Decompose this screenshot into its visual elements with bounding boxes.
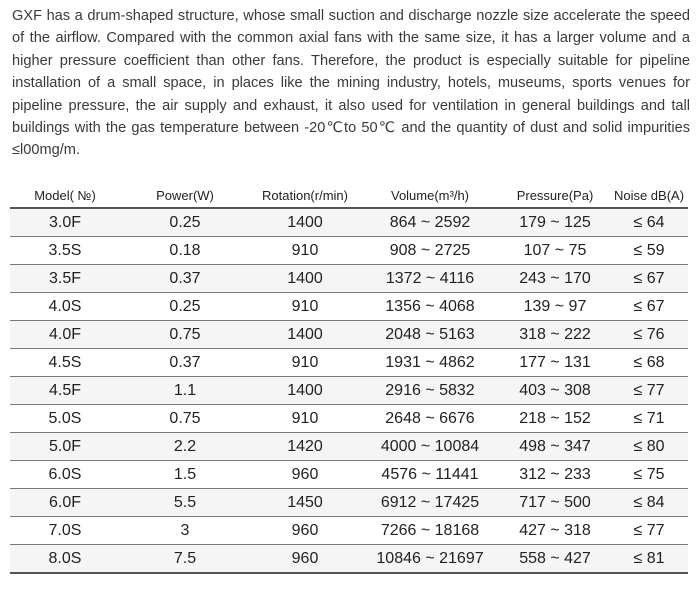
cell-noise: ≤ 77 — [610, 377, 688, 405]
cell-volume: 1356 ~ 4068 — [360, 293, 500, 321]
cell-power: 5.5 — [120, 489, 250, 517]
cell-noise: ≤ 81 — [610, 545, 688, 574]
cell-rotation: 960 — [250, 545, 360, 574]
header-volume: Volume(m³/h) — [360, 183, 500, 208]
cell-power: 0.18 — [120, 237, 250, 265]
cell-rotation: 1420 — [250, 433, 360, 461]
table-row — [10, 321, 688, 349]
table-row — [10, 208, 688, 237]
cell-model: 7.0S — [10, 517, 120, 545]
cell-volume: 6912 ~ 17425 — [360, 489, 500, 517]
cell-volume: 10846 ~ 21697 — [360, 545, 500, 574]
cell-power: 1.1 — [120, 377, 250, 405]
cell-pressure: 179 ~ 125 — [500, 208, 610, 237]
cell-volume: 2648 ~ 6676 — [360, 405, 500, 433]
cell-power: 2.2 — [120, 433, 250, 461]
header-rotation: Rotation(r/min) — [250, 183, 360, 208]
cell-noise: ≤ 71 — [610, 405, 688, 433]
cell-power: 0.25 — [120, 293, 250, 321]
specifications-table — [10, 183, 688, 574]
table-row — [10, 349, 688, 377]
header-pressure: Pressure(Pa) — [500, 183, 610, 208]
cell-model: 3.0F — [10, 208, 120, 237]
cell-model: 4.5S — [10, 349, 120, 377]
cell-power: 0.37 — [120, 265, 250, 293]
cell-noise: ≤ 68 — [610, 349, 688, 377]
cell-pressure: 717 ~ 500 — [500, 489, 610, 517]
cell-noise: ≤ 80 — [610, 433, 688, 461]
table-row — [10, 517, 688, 545]
cell-volume: 2048 ~ 5163 — [360, 321, 500, 349]
cell-volume: 4000 ~ 10084 — [360, 433, 500, 461]
cell-pressure: 558 ~ 427 — [500, 545, 610, 574]
cell-pressure: 218 ~ 152 — [500, 405, 610, 433]
cell-volume: 4576 ~ 11441 — [360, 461, 500, 489]
cell-rotation: 1400 — [250, 321, 360, 349]
table-row — [10, 237, 688, 265]
cell-pressure: 318 ~ 222 — [500, 321, 610, 349]
cell-pressure: 243 ~ 170 — [500, 265, 610, 293]
header-row — [10, 183, 688, 208]
cell-volume: 7266 ~ 18168 — [360, 517, 500, 545]
cell-power: 3 — [120, 517, 250, 545]
table-row — [10, 433, 688, 461]
cell-rotation: 910 — [250, 237, 360, 265]
table-row — [10, 265, 688, 293]
cell-pressure: 498 ~ 347 — [500, 433, 610, 461]
cell-rotation: 1450 — [250, 489, 360, 517]
cell-rotation: 1400 — [250, 208, 360, 237]
cell-noise: ≤ 76 — [610, 321, 688, 349]
cell-model: 8.0S — [10, 545, 120, 574]
cell-model: 5.0S — [10, 405, 120, 433]
cell-rotation: 910 — [250, 405, 360, 433]
table-row — [10, 293, 688, 321]
cell-power: 0.75 — [120, 321, 250, 349]
cell-rotation: 1400 — [250, 265, 360, 293]
cell-pressure: 139 ~ 97 — [500, 293, 610, 321]
cell-noise: ≤ 59 — [610, 237, 688, 265]
cell-noise: ≤ 84 — [610, 489, 688, 517]
cell-volume: 864 ~ 2592 — [360, 208, 500, 237]
cell-pressure: 427 ~ 318 — [500, 517, 610, 545]
cell-noise: ≤ 64 — [610, 208, 688, 237]
cell-noise: ≤ 75 — [610, 461, 688, 489]
cell-model: 5.0F — [10, 433, 120, 461]
cell-rotation: 910 — [250, 293, 360, 321]
table-row — [10, 545, 688, 574]
cell-noise: ≤ 67 — [610, 293, 688, 321]
cell-volume: 2916 ~ 5832 — [360, 377, 500, 405]
cell-rotation: 910 — [250, 349, 360, 377]
table-body — [10, 208, 688, 573]
cell-power: 1.5 — [120, 461, 250, 489]
cell-rotation: 960 — [250, 517, 360, 545]
cell-pressure: 312 ~ 233 — [500, 461, 610, 489]
cell-model: 4.5F — [10, 377, 120, 405]
cell-model: 3.5F — [10, 265, 120, 293]
header-model: Model( №) — [10, 183, 120, 208]
cell-model: 4.0S — [10, 293, 120, 321]
cell-pressure: 107 ~ 75 — [500, 237, 610, 265]
cell-rotation: 960 — [250, 461, 360, 489]
header-noise: Noise dB(A) — [610, 183, 688, 208]
product-description: GXF has a drum-shaped structure, whose small suction and discharge nozzle size accelerate the speed of the airflow. Compared with the common axial fans with the same size, it has a larger volume and a higher pressure coefficient than other fans. Therefore, the product is especially suitable for pipeline installation of a small space, in places like the mining industry, hotels, museums, sports venues for pipeline pressure, the air supply and exhaust, it also used for ventilation in general buildings and tall buildings with the gas temperature between -20℃to 50℃ and the quantity of dust and solid impurities ≤l00mg/m. — [12, 8, 690, 159]
cell-model: 6.0S — [10, 461, 120, 489]
table-row — [10, 405, 688, 433]
cell-volume: 908 ~ 2725 — [360, 237, 500, 265]
cell-power: 0.25 — [120, 208, 250, 237]
cell-pressure: 403 ~ 308 — [500, 377, 610, 405]
cell-rotation: 1400 — [250, 377, 360, 405]
header-power: Power(W) — [120, 183, 250, 208]
cell-model: 3.5S — [10, 237, 120, 265]
table-row — [10, 489, 688, 517]
table-header — [10, 183, 688, 208]
cell-power: 7.5 — [120, 545, 250, 574]
cell-pressure: 177 ~ 131 — [500, 349, 610, 377]
cell-model: 6.0F — [10, 489, 120, 517]
cell-power: 0.75 — [120, 405, 250, 433]
cell-volume: 1931 ~ 4862 — [360, 349, 500, 377]
cell-volume: 1372 ~ 4116 — [360, 265, 500, 293]
cell-noise: ≤ 77 — [610, 517, 688, 545]
cell-noise: ≤ 67 — [610, 265, 688, 293]
table-row — [10, 377, 688, 405]
table-row — [10, 461, 688, 489]
cell-model: 4.0F — [10, 321, 120, 349]
cell-power: 0.37 — [120, 349, 250, 377]
